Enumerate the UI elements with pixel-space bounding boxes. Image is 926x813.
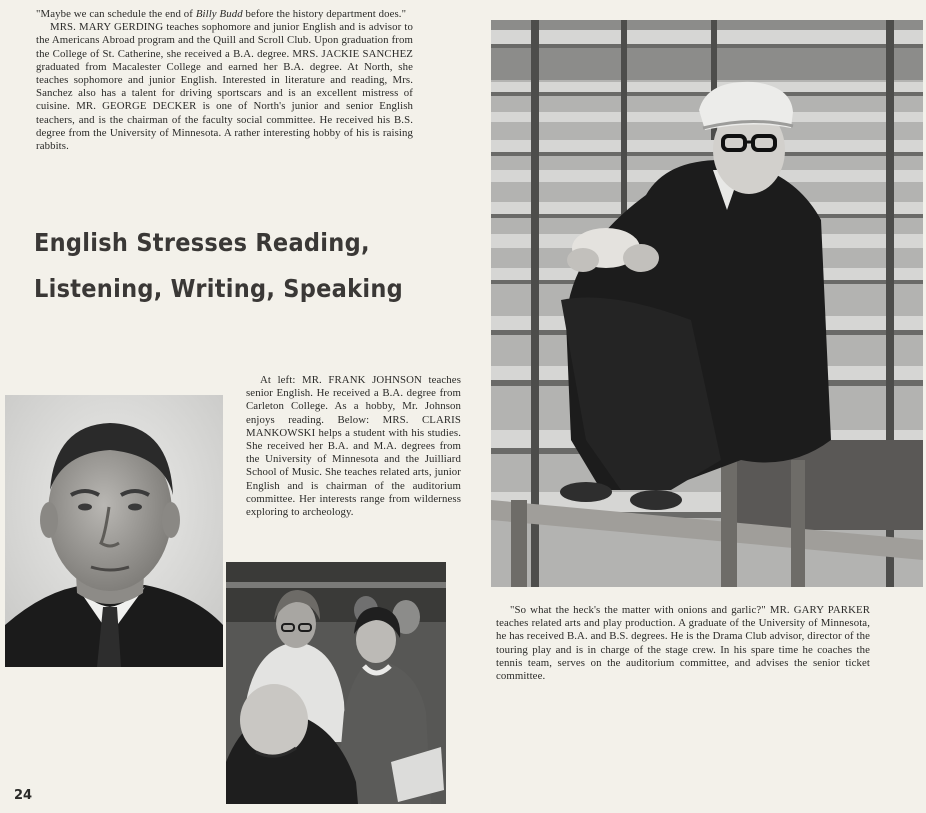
photo-claris-mankowski xyxy=(226,562,446,804)
intro-body: MRS. MARY GERDING teaches sophomore and junior English and is advisor to the Americans Abroad program and the Quill and Scroll Club. Upon graduation from the College of St. Catherine, she received a B.A. degree. MRS. JACKIE SANCHEZ graduated from Macalester College and earned her B.A. degree. At North, she teaches sophomore and junior English. Interested in literature and reading, Mrs. Sanchez also has a talent for driving sportscars and is an excellent mistress of cuisine. MR. GEORGE DECKER is one of North's junior and senior English teachers, and is the chairman of the faculty social committee. He received his B.S. degree from the University of Minnesota. A rather interesting hobby of his is raising rabbits. xyxy=(36,21,413,153)
caption-johnson-mankowski: At left: MR. FRANK JOHNSON teaches senior English. He received a B.A. degree from Carleton College. As a hobby, Mr. Johnson enjoys reading. Below: MRS. CLARIS MANKOWSKI helps a student with his studies. She received her B.A. and M.A. degrees from the University of Minnesota and the Juilliard School of Music. She teaches related arts, junior English and is chairman of the auditorium committee. Her interests range from wilderness exploring to archeology. xyxy=(246,374,461,519)
page-number: 24 xyxy=(14,788,33,803)
bleachers-illustration xyxy=(491,20,923,587)
headline-line-2: Listening, Writing, Speaking xyxy=(34,274,404,303)
intro-text xyxy=(36,8,413,153)
classroom-illustration xyxy=(226,562,446,804)
caption-gary-parker: "So what the heck's the matter with onions and garlic?" MR. GARY PARKER teaches related arts and play production. A graduate of the University of Minnesota, he has received B.A. and B.S. degrees. He is the Drama Club advisor, director of the touring play and is in charge of the stage crew. In his spare time he coaches the tennis team, serves on the auditorium committee, and advises the senior ticket committee. xyxy=(496,604,870,683)
section-headline xyxy=(34,220,403,312)
opening-quote: "Maybe we can schedule the end of Billy Budd before the history department does." xyxy=(36,8,407,20)
photo-frank-johnson xyxy=(5,395,223,667)
portrait-illustration xyxy=(5,395,223,667)
book-title: Billy Budd xyxy=(195,8,243,20)
photo-gary-parker xyxy=(491,20,923,587)
headline-line-1: English Stresses Reading, xyxy=(34,228,370,257)
